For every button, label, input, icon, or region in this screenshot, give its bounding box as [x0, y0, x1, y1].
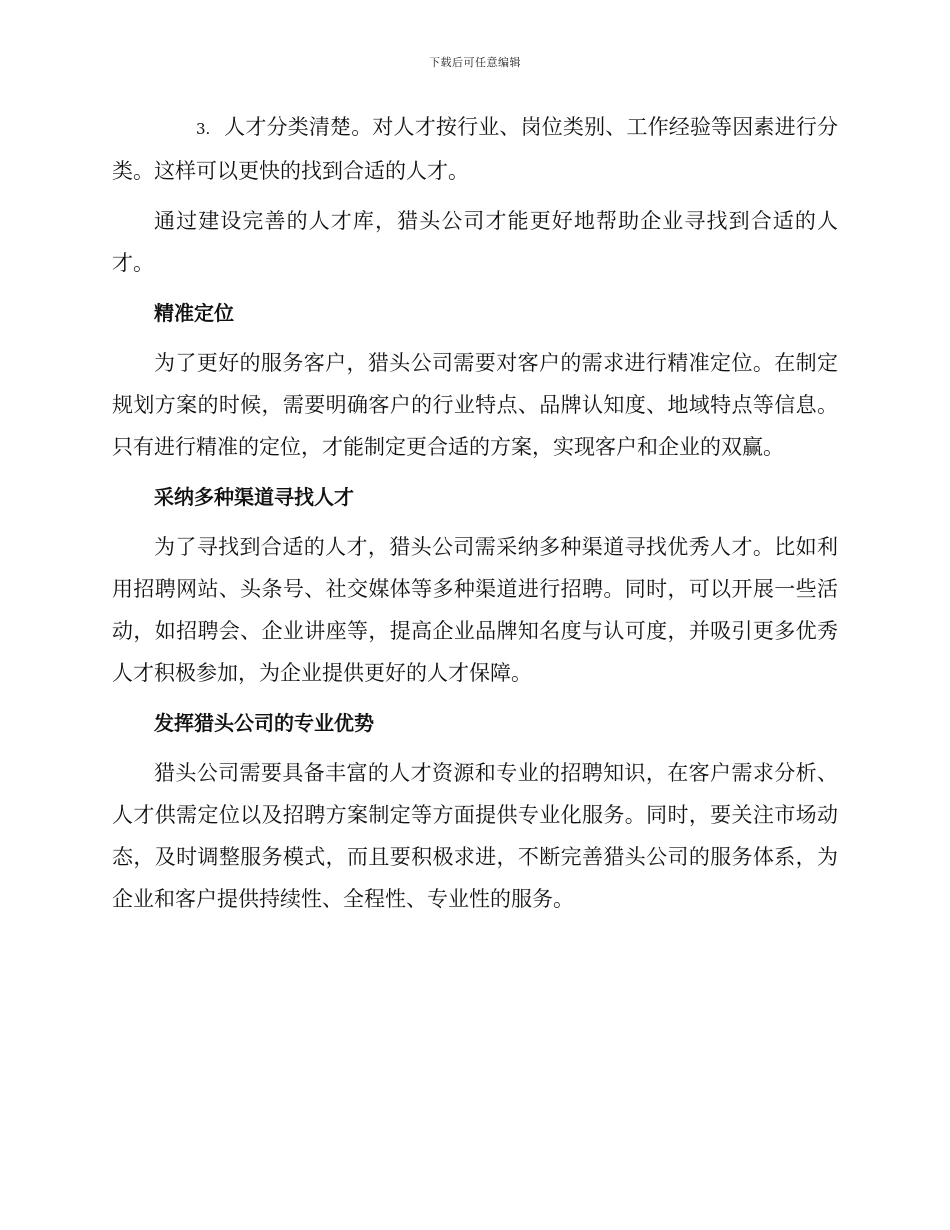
list-item-3	[112, 106, 838, 192]
section-heading-advantage: 发挥猎头公司的专业优势	[154, 711, 374, 735]
page-header: 下载后可任意编辑	[429, 56, 521, 69]
list-item-number: 3.	[196, 120, 211, 138]
summary-paragraph: 通过建设完善的人才库，猎头公司才能更好地帮助企业寻找到合适的人才。	[112, 209, 838, 275]
list-item-text: 人才分类清楚。对人才按行业、岗位类别、工作经验等因素进行分类。这样可以更快的找到合适的人才。	[112, 115, 838, 183]
advantage-paragraph: 猎头公司需要具备丰富的人才资源和专业的招聘知识，在客户需求分析、人才供需定位以及招聘方案制定等方面提供专业化服务。同时，要关注市场动态，及时调整服务模式，而且要积极求进，不断完善猎头公司的服务体系，为企业和客户提供持续性、全程性、专业性的服务。	[112, 761, 838, 911]
positioning-paragraph: 为了更好的服务客户，猎头公司需要对客户的需求进行精准定位。在制定规划方案的时候，需要明确客户的行业特点、品牌认知度、地域特点等信息。只有进行精准的定位，才能制定更合适的方案，实现客户和企业的双赢。	[112, 351, 838, 459]
section-heading-positioning: 精准定位	[154, 301, 234, 325]
section-heading-channels: 采纳多种渠道寻找人才	[154, 485, 354, 509]
channels-paragraph: 为了寻找到合适的人才，猎头公司需采纳多种渠道寻找优秀人才。比如利用招聘网站、头条号、社交媒体等多种渠道进行招聘。同时，可以开展一些活动，如招聘会、企业讲座等，提高企业品牌知名度与认可度，并吸引更多优秀人才积极参加，为企业提供更好的人才保障。	[112, 535, 838, 685]
document-body	[112, 106, 838, 928]
